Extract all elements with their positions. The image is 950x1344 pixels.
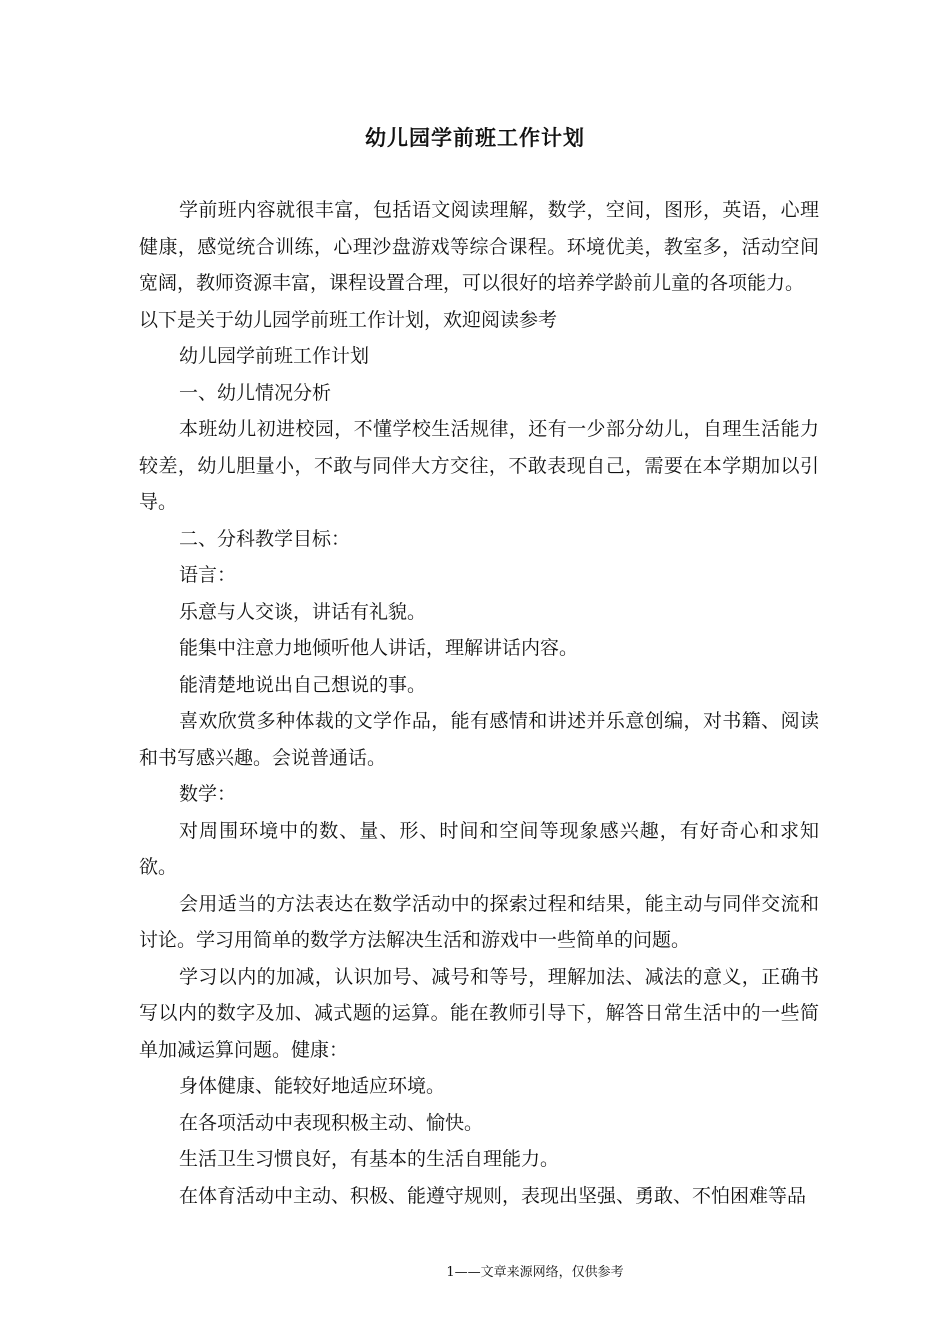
document-body [139, 192, 819, 1214]
paragraph: 喜欢欣赏多种体裁的文学作品，能有感情和讲述并乐意创编，对书籍、阅读和书写感兴趣。会说普通话。 [139, 710, 819, 769]
paragraph: 学前班内容就很丰富，包括语文阅读理解，数学，空间，图形，英语，心理健康，感觉统合训练，心理沙盘游戏等综合课程。环境优美，教室多，活动空间宽阔，教师资源丰富，课程设置合理，可以很好的培养学龄前儿童的各项能力。 [139, 199, 819, 294]
paragraph: 本班幼儿初进校园，不懂学校生活规律，还有一少部分幼儿，自理生活能力较差，幼儿胆量小，不敢与同伴大方交往，不敢表现自己，需要在本学期加以引导。 [139, 418, 819, 513]
paragraph: 在各项活动中表现积极主动、愉快。 [179, 1111, 484, 1134]
page-footer: 1——文章来源网络，仅供参考 [446, 1265, 624, 1280]
paragraph: 会用适当的方法表达在数学活动中的探索过程和结果，能主动与同伴交流和讨论。学习用简单的数学方法解决生活和游戏中一些简单的问题。 [139, 892, 819, 951]
paragraph: 以下是关于幼儿园学前班工作计划，欢迎阅读参考 [139, 308, 558, 331]
paragraph: 能清楚地说出自己想说的事。 [179, 673, 427, 696]
section-heading: 幼儿园学前班工作计划 [179, 345, 370, 367]
paragraph: 生活卫生习惯良好，有基本的生活自理能力。 [179, 1148, 560, 1170]
paragraph: 身体健康、能较好地适应环境。 [179, 1075, 446, 1097]
paragraph: 对周围环境中的数、量、形、时间和空间等现象感兴趣，有好奇心和求知欲。 [139, 819, 819, 878]
paragraph: 学习以内的加减，认识加号、减号和等号，理解加法、减法的意义，正确书写以内的数字及加、减式题的运算。能在教师引导下，解答日常生活中的一些简单加减运算问题。健康： [139, 965, 819, 1061]
paragraph: 能集中注意力地倾听他人讲话，理解讲话内容。 [179, 637, 579, 659]
section-heading: 一、幼儿情况分析 [179, 381, 332, 404]
subsection-heading: 数学： [179, 783, 237, 805]
subsection-heading: 语言： [179, 564, 237, 586]
paragraph: 在体育活动中主动、积极、能遵守规则，表现出坚强、勇敢、不怕困难等品 [179, 1184, 807, 1207]
paragraph: 乐意与人交谈，讲话有礼貌。 [179, 600, 427, 623]
document-title: 幼儿园学前班工作计划 [365, 126, 585, 150]
section-heading: 二、分科教学目标： [179, 527, 351, 550]
